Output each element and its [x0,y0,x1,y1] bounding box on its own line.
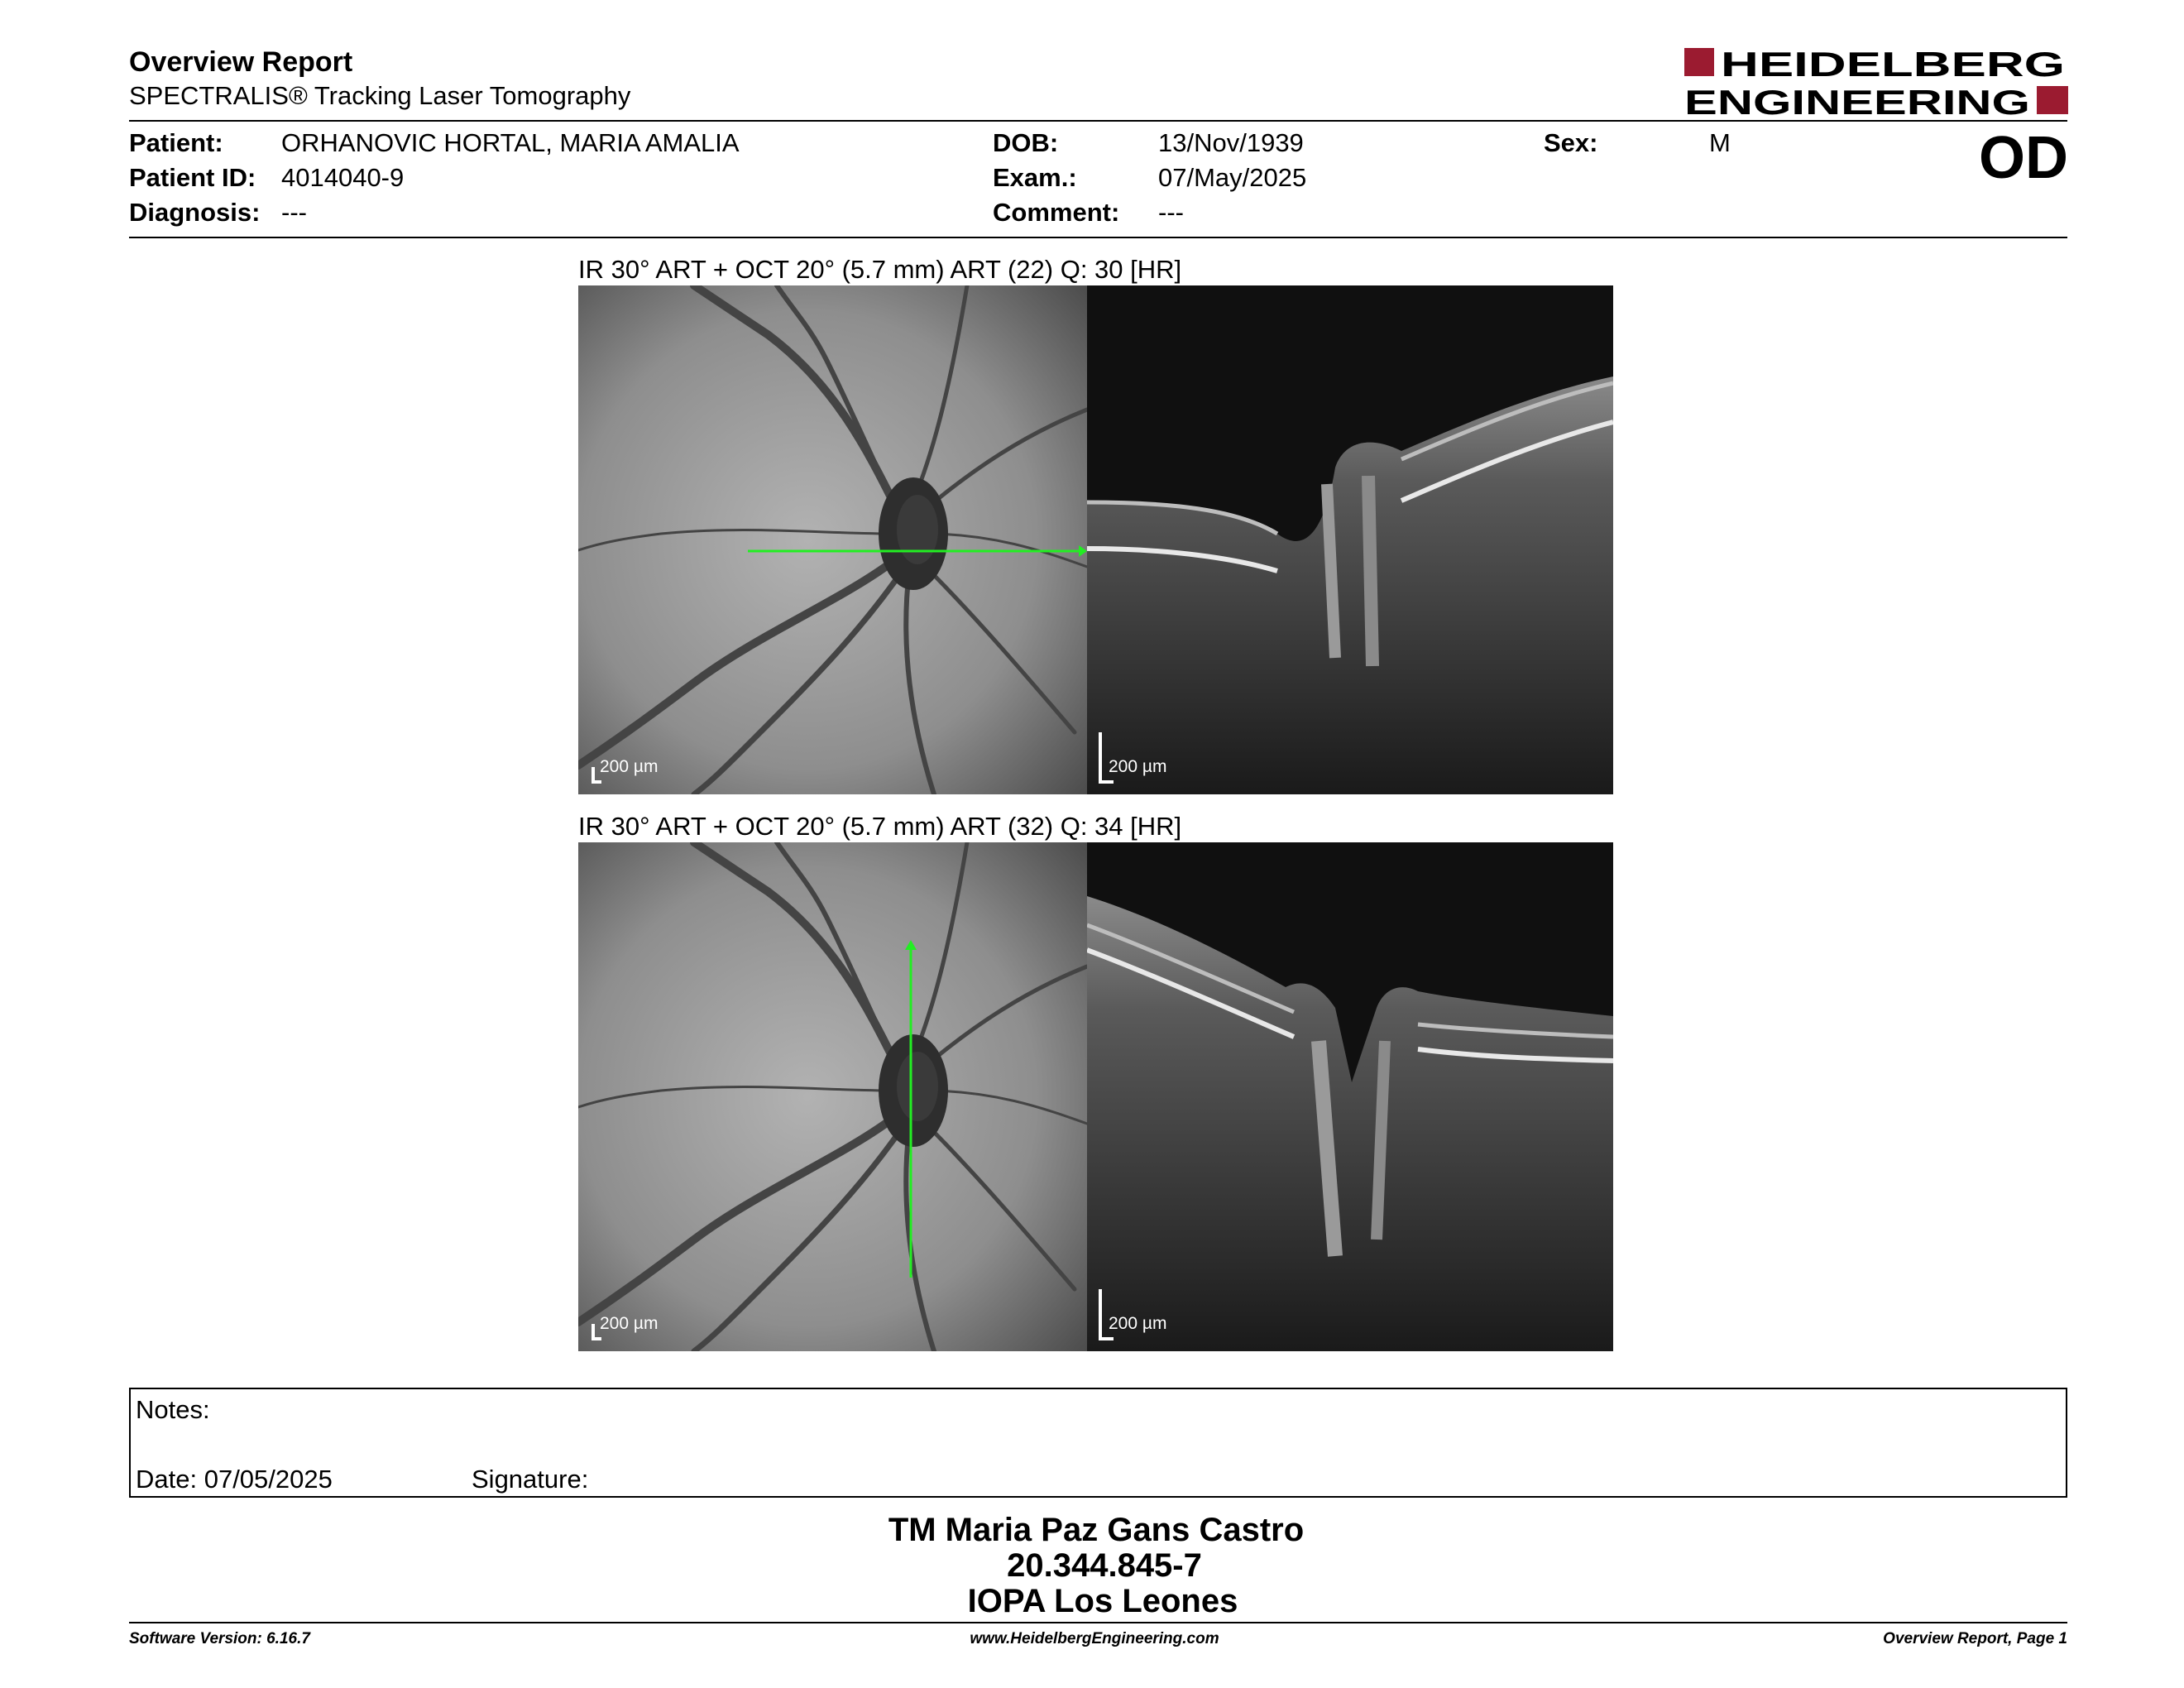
patient-divider [129,237,2067,238]
heidelberg-logo [1684,45,2068,119]
patient-id-label: Patient ID: [129,163,256,192]
signatory-id: 20.344.845-7 [1007,1547,1202,1584]
comment-value: --- [1158,198,1184,227]
diagnosis-label: Diagnosis: [129,198,261,227]
oct-bscan-image-1 [1087,285,1613,794]
sex-label: Sex: [1544,128,1598,157]
patient-id: 4014040-9 [281,163,405,192]
signatory-institution: IOPA Los Leones [967,1583,1238,1619]
patient-name: ORHANOVIC HORTAL, MARIA AMALIA [281,128,740,157]
website-link[interactable]: www.HeidelbergEngineering.com [970,1630,1219,1647]
signature-label: Signature: [472,1465,589,1494]
notes-date: Date: 07/05/2025 [136,1465,333,1494]
oct-scale-label-2: 200 µm [1109,1314,1167,1333]
ir-scale-label-2: 200 µm [600,1314,659,1333]
oct-scale-label-1: 200 µm [1109,757,1167,776]
comment-label: Comment: [993,198,1120,227]
footer-divider [129,1622,2067,1623]
ir-fundus-image-1 [578,285,1087,794]
scan-caption-1: IR 30° ART + OCT 20° (5.7 mm) ART (22) Q: 30 [HR] [578,255,1182,284]
exam-label: Exam.: [993,163,1077,192]
ir-fundus-image-2 [578,842,1087,1351]
notes-label: Notes: [136,1395,210,1424]
logo-line2: ENGINEERING [1684,83,2030,119]
patient-label: Patient: [129,128,223,157]
signatory-name: TM Maria Paz Gans Castro [888,1512,1305,1548]
page-number: Overview Report, Page 1 [1883,1630,2067,1647]
notes-box [129,1388,2067,1498]
logo-line1: HEIDELBERG [1721,45,2065,84]
report-subtitle: SPECTRALIS® Tracking Laser Tomography [129,81,631,110]
dob-label: DOB: [993,128,1059,157]
diagnosis-value: --- [281,198,307,227]
sex-value: M [1709,128,1731,157]
report-title: Overview Report [129,46,353,78]
oct-bscan-image-2 [1087,842,1613,1351]
header-divider [129,120,2067,122]
eye-indicator: OD [1979,125,2068,191]
ir-scale-label-1: 200 µm [600,757,659,776]
dob-value: 13/Nov/1939 [1158,128,1304,157]
scan-caption-2: IR 30° ART + OCT 20° (5.7 mm) ART (32) Q: 34 [HR] [578,812,1182,841]
software-version: Software Version: 6.16.7 [129,1630,310,1647]
exam-date: 07/May/2025 [1158,163,1307,192]
